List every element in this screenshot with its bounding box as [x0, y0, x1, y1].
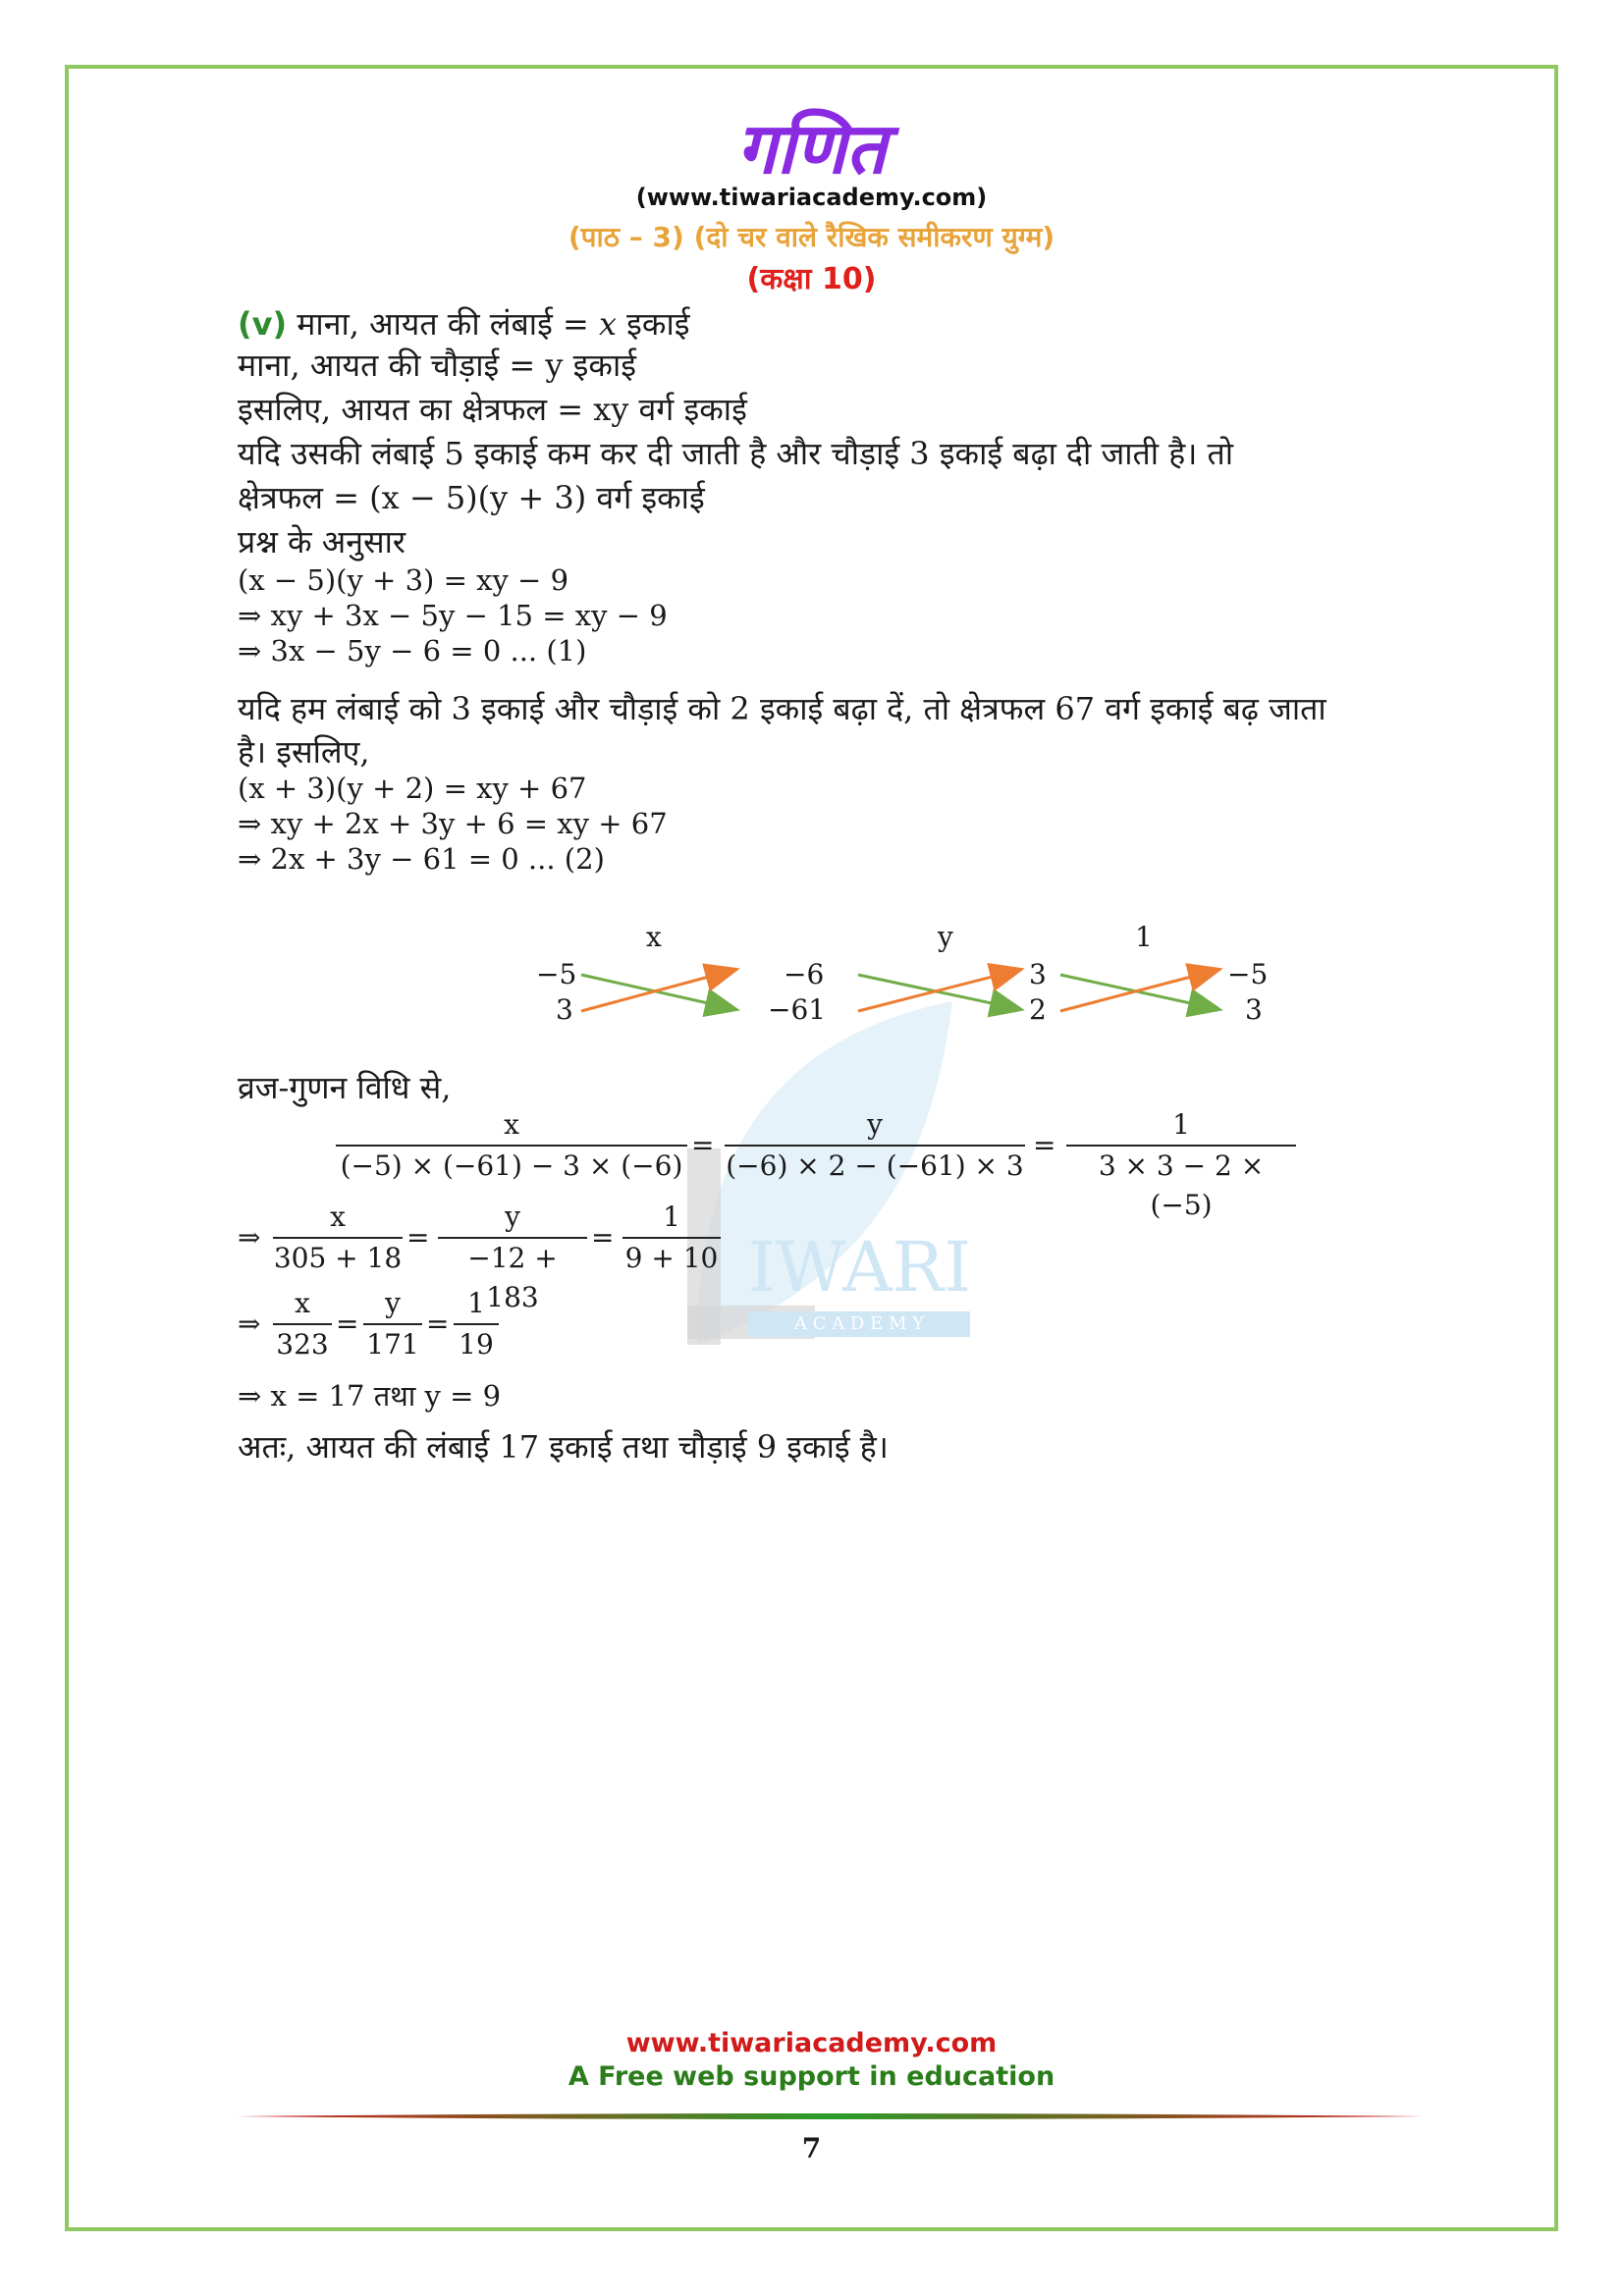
- footer-site: www.tiwariacademy.com: [625, 2028, 998, 2058]
- numerator: 1: [1172, 1108, 1190, 1141]
- denominator: −12 + 183: [438, 1237, 587, 1317]
- implies-sign: ⇒: [238, 1221, 261, 1254]
- diagram-header-y: y: [938, 921, 953, 953]
- denominator: (−6) × 2 − (−61) × 3: [725, 1145, 1025, 1186]
- watermark-text: IWARI: [748, 1227, 972, 1308]
- diagram-header-x: x: [646, 921, 662, 953]
- conclusion: अतः, आयत की लंबाई 17 इकाई तथा चौड़ाई 9 इकाई है।: [238, 1428, 889, 1466]
- diagram-value: 2: [1029, 993, 1047, 1026]
- text-line: क्षेत्रफल = (x − 5)(y + 3) वर्ग इकाई: [238, 479, 705, 516]
- diagram-value: −5: [1227, 958, 1269, 990]
- footer-divider: [236, 2110, 1424, 2122]
- numerator: y: [867, 1108, 883, 1141]
- implies-sign: ⇒: [238, 1308, 261, 1340]
- equation: ⇒ xy + 3x − 5y − 15 = xy − 9: [238, 599, 668, 632]
- denominator: 3 × 3 − 2 × (−5): [1066, 1145, 1296, 1225]
- numerator: y: [505, 1201, 520, 1233]
- question-tag: (v): [238, 305, 288, 343]
- fraction: [1066, 1105, 1296, 1225]
- equation: (x + 3)(y + 2) = xy + 67: [238, 772, 587, 805]
- method-intro: व्रज-गुणन विधि से,: [238, 1069, 452, 1106]
- equals-sign: =: [691, 1129, 715, 1161]
- cross-arrows: [0, 0, 1623, 1080]
- text-line: यदि हम लंबाई को 3 इकाई और चौड़ाई को 2 इकाई बढ़ा दें, तो क्षेत्रफल 67 वर्ग इकाई बढ़ जाता: [238, 690, 1326, 727]
- fraction: [454, 1284, 499, 1364]
- equals-sign: =: [406, 1221, 430, 1254]
- text-line: है। इसलिए,: [238, 733, 370, 771]
- numerator: x: [504, 1108, 519, 1141]
- numerator: 1: [663, 1201, 680, 1233]
- line-1-text: माना, आयत की लंबाई = x इकाई: [287, 305, 690, 343]
- diagram-value: 3: [556, 993, 573, 1026]
- numerator: x: [295, 1287, 310, 1319]
- equals-sign: =: [336, 1308, 359, 1340]
- fraction: [622, 1198, 721, 1278]
- diagram-value: −6: [784, 958, 825, 990]
- header-site: (www.tiwariacademy.com): [635, 184, 988, 211]
- diagram-value: −61: [768, 993, 827, 1026]
- fraction: [336, 1105, 687, 1186]
- denominator: 19: [454, 1323, 499, 1364]
- diagram-value: −5: [536, 958, 577, 990]
- diagram-header-1: 1: [1135, 921, 1153, 953]
- denominator: 323: [273, 1323, 332, 1364]
- page-number: 7: [801, 2132, 822, 2164]
- denominator: (−5) × (−61) − 3 × (−6): [336, 1145, 687, 1186]
- diagram-value: 3: [1029, 958, 1047, 990]
- numerator: 1: [467, 1287, 485, 1319]
- page-title: गणित: [736, 107, 887, 189]
- text-line: इसलिए, आयत का क्षेत्रफल = xy वर्ग इकाई: [238, 391, 747, 428]
- denominator: 9 + 10: [622, 1237, 721, 1278]
- text-line: प्रश्न के अनुसार: [238, 523, 406, 561]
- numerator: y: [385, 1287, 401, 1319]
- denominator: 171: [363, 1323, 422, 1364]
- footer-tagline: A Free web support in education: [568, 2061, 1055, 2092]
- diagram-value: 3: [1245, 993, 1263, 1026]
- equation: ⇒ 2x + 3y − 61 = 0 ... (2): [238, 842, 605, 876]
- class-label: (कक्षा 10): [746, 262, 877, 296]
- chapter-title: (पाठ – 3) (दो चर वाले रैखिक समीकरण युग्म): [568, 221, 1055, 253]
- equation: (x − 5)(y + 3) = xy − 9: [238, 563, 569, 597]
- fraction: [363, 1284, 422, 1364]
- text-line: यदि उसकी लंबाई 5 इकाई कम कर दी जाती है और चौड़ाई 3 इकाई बढ़ा दी जाती है। तो: [238, 435, 1234, 472]
- equals-sign: =: [1033, 1129, 1056, 1161]
- equation: ⇒ xy + 2x + 3y + 6 = xy + 67: [238, 807, 668, 840]
- fraction: [725, 1105, 1025, 1186]
- fraction: [273, 1284, 332, 1364]
- result-line: ⇒ x = 17 तथा y = 9: [238, 1379, 502, 1413]
- watermark-subtext: A C A D E M Y: [748, 1311, 970, 1337]
- denominator: 305 + 18: [273, 1237, 403, 1278]
- text-line: माना, आयत की चौड़ाई = y इकाई: [238, 347, 636, 384]
- numerator: x: [330, 1201, 346, 1233]
- equation: ⇒ 3x − 5y − 6 = 0 ... (1): [238, 634, 587, 667]
- equals-sign: =: [426, 1308, 450, 1340]
- fraction: [273, 1198, 403, 1278]
- equals-sign: =: [591, 1221, 615, 1254]
